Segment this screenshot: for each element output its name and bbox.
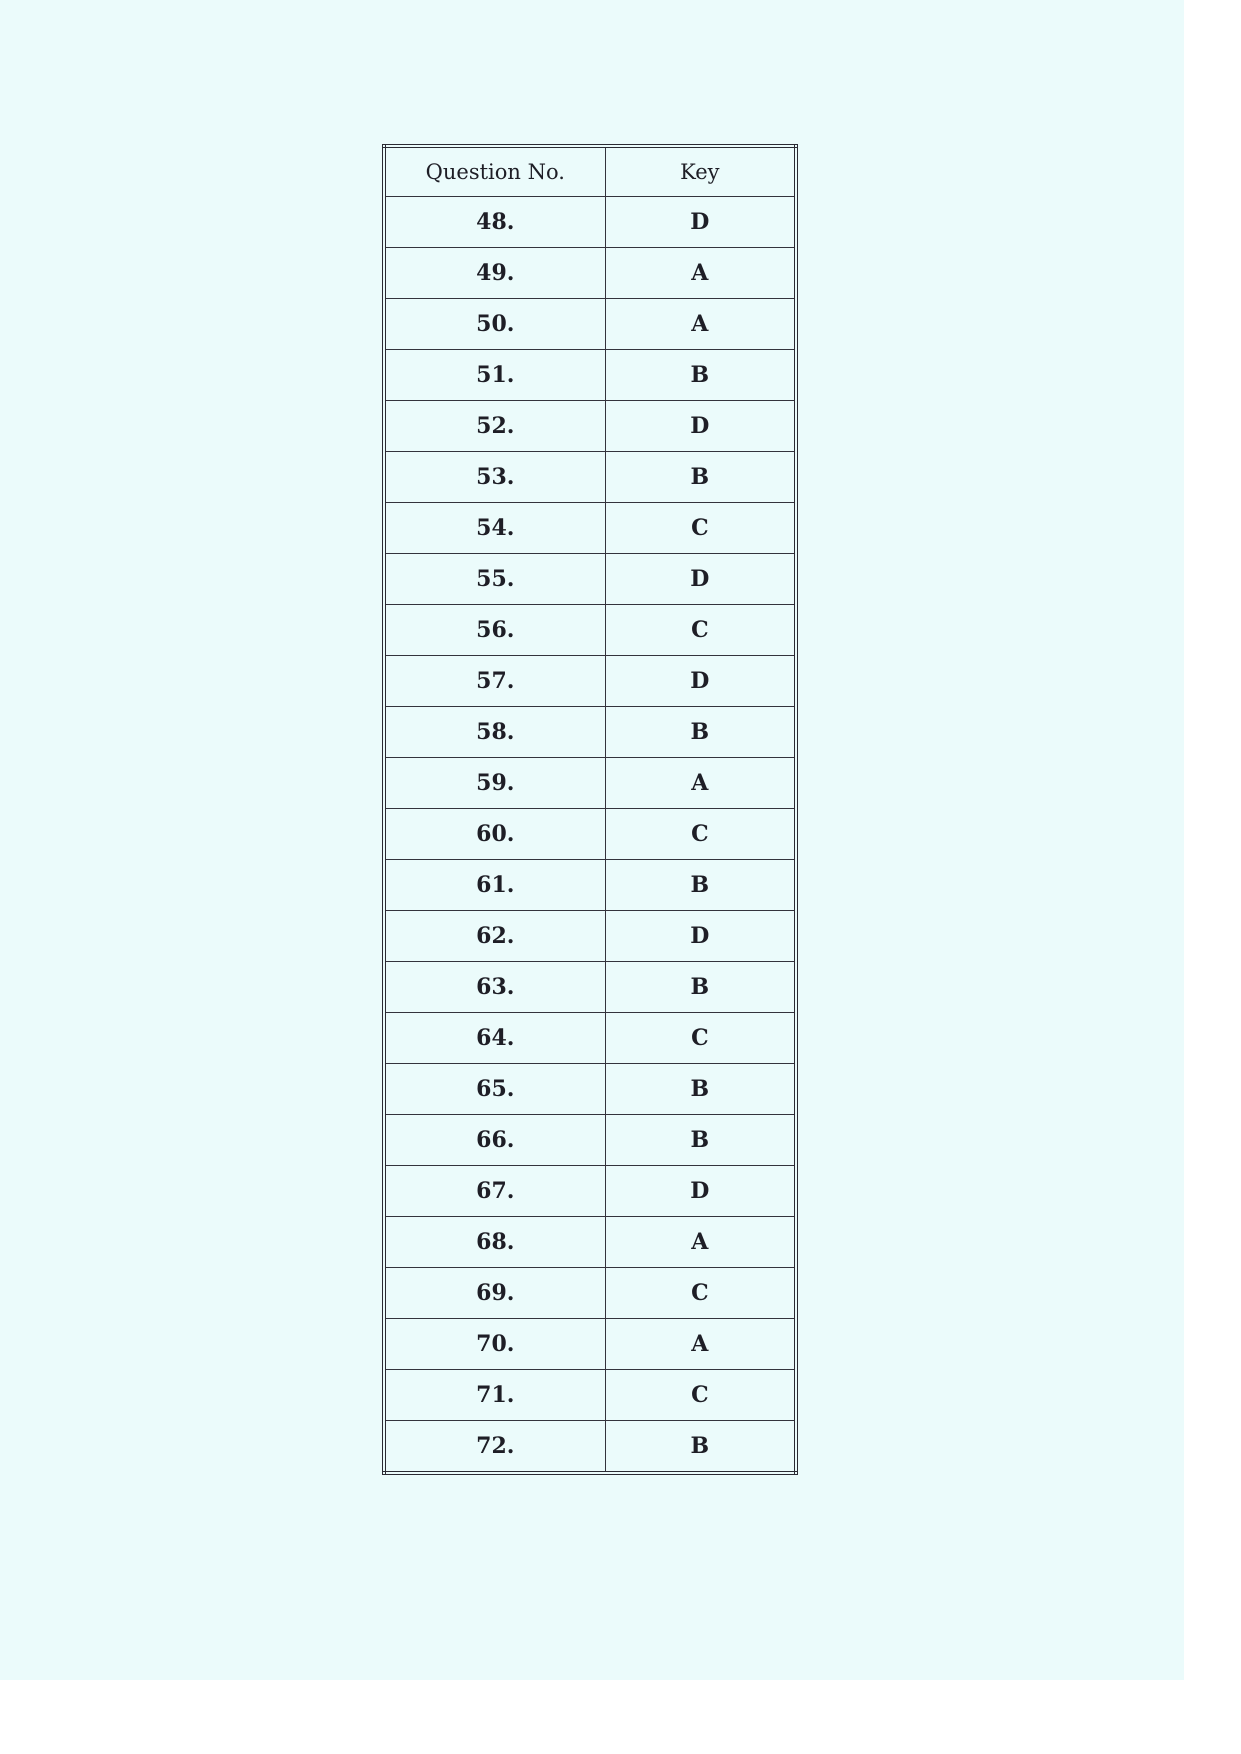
question-number-header: Question No. [384,146,605,197]
question-number-cell: 61. [384,860,605,911]
table-row [384,911,796,962]
table-row [384,350,796,401]
answer-key-cell: B [605,1115,796,1166]
table-row [384,197,796,248]
answer-key-cell: C [605,503,796,554]
answer-key-cell: D [605,1166,796,1217]
answer-key-cell: C [605,605,796,656]
answer-key-cell: C [605,1013,796,1064]
question-number-cell: 63. [384,962,605,1013]
answer-key-cell: C [605,1268,796,1319]
table-row [384,452,796,503]
answer-key-cell: B [605,962,796,1013]
answer-key-cell: D [605,401,796,452]
answer-key-cell: A [605,1319,796,1370]
question-number-cell: 58. [384,707,605,758]
table-row [384,1217,796,1268]
table-row [384,248,796,299]
table-row [384,401,796,452]
answer-key-cell: A [605,758,796,809]
answer-key-cell: B [605,1064,796,1115]
table-row [384,1064,796,1115]
table-row [384,1319,796,1370]
table-row [384,1268,796,1319]
table-row [384,707,796,758]
question-number-cell: 70. [384,1319,605,1370]
table-row [384,860,796,911]
question-number-cell: 48. [384,197,605,248]
question-number-cell: 60. [384,809,605,860]
answer-key-cell: D [605,656,796,707]
table-row [384,503,796,554]
question-number-cell: 71. [384,1370,605,1421]
table-row [384,758,796,809]
table-row [384,605,796,656]
answer-key-cell: D [605,911,796,962]
table-row [384,299,796,350]
table-row [384,809,796,860]
question-number-cell: 52. [384,401,605,452]
question-number-cell: 59. [384,758,605,809]
table-row [384,962,796,1013]
question-number-cell: 57. [384,656,605,707]
answer-rows [384,197,796,1474]
table-header-row [384,146,796,197]
question-number-cell: 51. [384,350,605,401]
table-row [384,1421,796,1474]
question-number-cell: 55. [384,554,605,605]
question-number-cell: 56. [384,605,605,656]
answer-key-cell: A [605,1217,796,1268]
answer-key-cell: A [605,248,796,299]
question-number-cell: 67. [384,1166,605,1217]
table-row [384,1370,796,1421]
question-number-cell: 50. [384,299,605,350]
question-number-cell: 66. [384,1115,605,1166]
key-header: Key [605,146,796,197]
answer-key-cell: D [605,197,796,248]
table-row [384,1115,796,1166]
answer-key-table [382,144,798,1475]
answer-key-cell: C [605,1370,796,1421]
answer-key-cell: A [605,299,796,350]
answer-key-cell: B [605,350,796,401]
table-row [384,656,796,707]
answer-key-cell: B [605,452,796,503]
question-number-cell: 69. [384,1268,605,1319]
question-number-cell: 72. [384,1421,605,1474]
question-number-cell: 68. [384,1217,605,1268]
question-number-cell: 54. [384,503,605,554]
answer-key-cell: B [605,860,796,911]
question-number-cell: 62. [384,911,605,962]
answer-key-cell: D [605,554,796,605]
table-row [384,554,796,605]
answer-key-cell: C [605,809,796,860]
question-number-cell: 65. [384,1064,605,1115]
answer-key-cell: B [605,707,796,758]
question-number-cell: 64. [384,1013,605,1064]
answer-key-cell: B [605,1421,796,1474]
table-row [384,1013,796,1064]
question-number-cell: 53. [384,452,605,503]
table-row [384,1166,796,1217]
question-number-cell: 49. [384,248,605,299]
